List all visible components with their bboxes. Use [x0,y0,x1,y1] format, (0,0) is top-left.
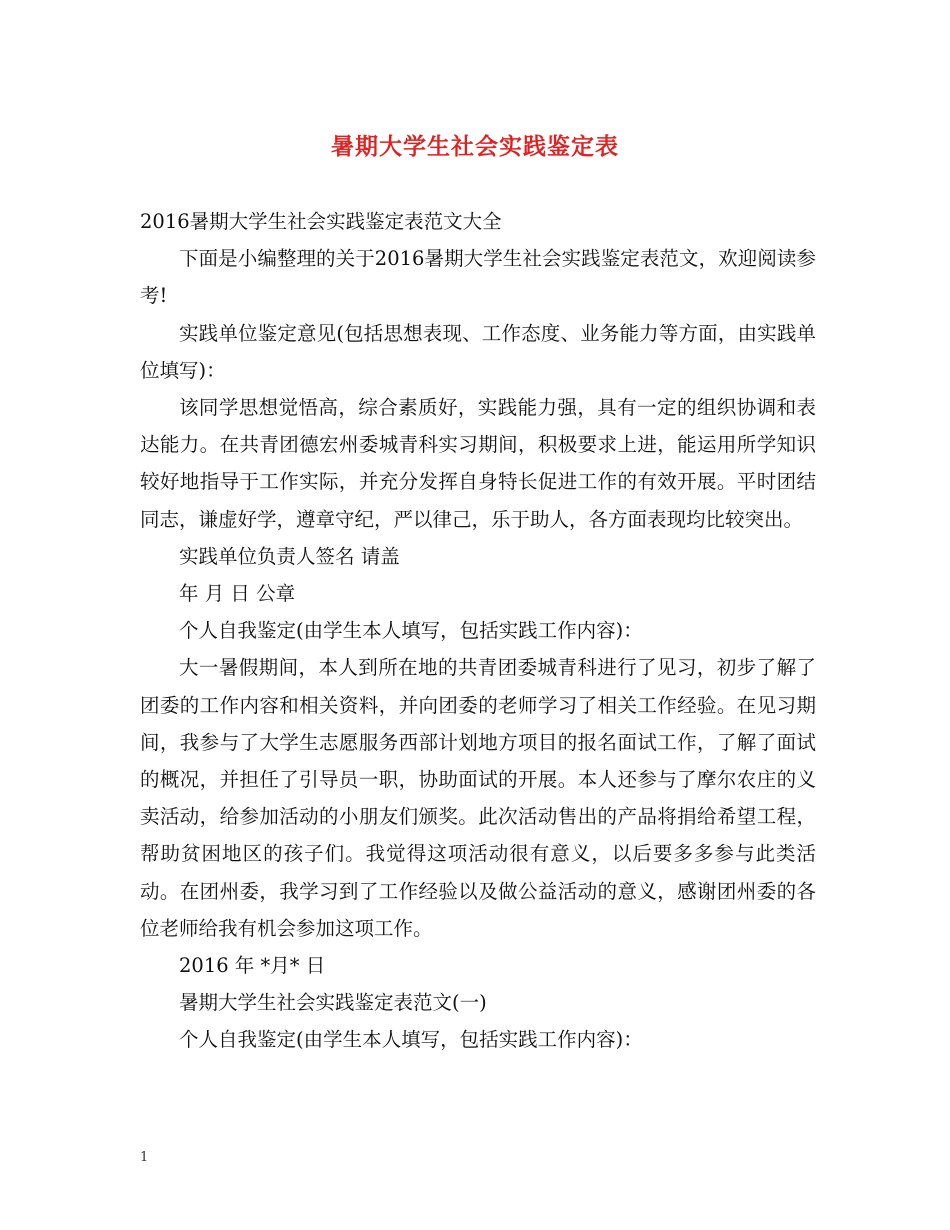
paragraph-sample-heading: 暑期大学生社会实践鉴定表范文(一) [179,991,487,1015]
paragraph-signature: 实践单位负责人签名 请盖 [179,544,400,568]
paragraph-self-assessment-label-2: 个人自我鉴定(由学生本人填写，包括实践工作内容)： [179,1028,643,1052]
paragraph-unit-opinion-label: 实践单位鉴定意见(包括思想表现、工作态度、业务能力等方面，由实践单位填写)： [140,321,816,382]
paragraph-date-seal: 年 月 日 公章 [179,582,296,606]
paragraph-self-assessment: 大一暑假期间，本人到所在地的共青团委城青科进行了见习，初步了解了团委的工作内容和相关资料，并向团委的老师学习了相关工作经验。在见习期间，我参与了大学生志愿服务西部计划地方项目的报名面试工作，了解了面试的概况，并担任了引导员一职，协助面试的开展。本人还参与了摩尔农庄的义卖活动，给参加活动的小朋友们颁奖。此次活动售出的产品将捐给希望工程，帮助贫困地区的孩子们。我觉得这项活动很有意义，以后要多多参与此类活动。在团州委，我学习到了工作经验以及做公益活动的意义，感谢团州委的各位老师给我有机会参加这项工作。 [140,656,816,940]
document-title: 暑期大学生社会实践鉴定表 [331,133,619,160]
paragraph-self-assessment-label: 个人自我鉴定(由学生本人填写，包括实践工作内容)： [179,619,643,643]
paragraph-unit-opinion: 该同学思想觉悟高，综合素质好，实践能力强，具有一定的组织协调和表达能力。在共青团德宏州委城青科实习期间，积极要求上进，能运用所学知识较好地指导于工作实际，并充分发挥自身特长促进工作的有效开展。平时团结同志，谦虚好学，遵章守纪，严以律己，乐于助人，各方面表现均比较突出。 [140,396,816,531]
paragraph-heading: 2016暑期大学生社会实践鉴定表范文大全 [140,210,502,233]
paragraph-date: 2016 年 *月* 日 [179,954,326,978]
document-body [140,203,816,1059]
paragraph-intro: 下面是小编整理的关于2016暑期大学生社会实践鉴定表范文，欢迎阅读参考! [140,247,816,308]
page-number: 1 [140,1150,149,1165]
